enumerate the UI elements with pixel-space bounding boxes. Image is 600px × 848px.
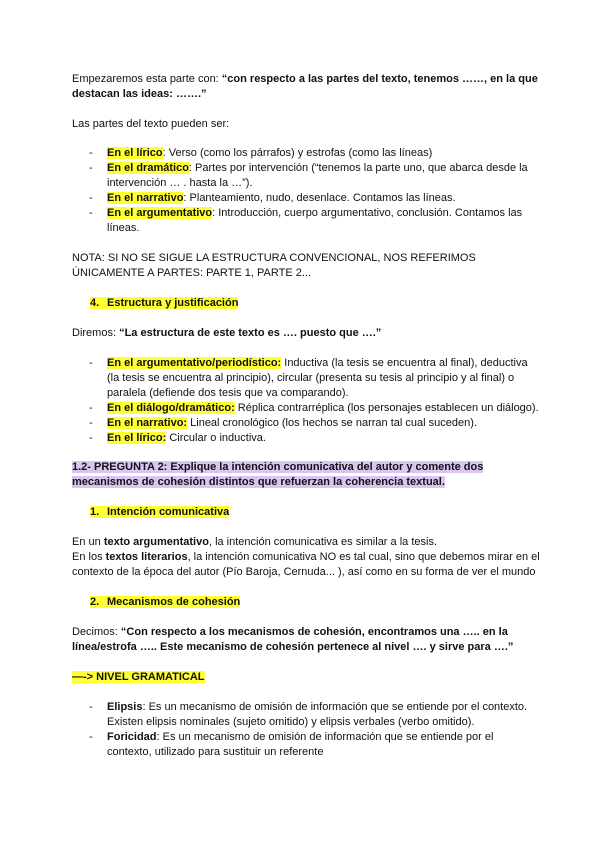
item-text: Lineal cronológico (los hechos se narran tal cual suceden). xyxy=(187,417,477,429)
nota-paragraph: NOTA: SI NO SE SIGUE LA ESTRUCTURA CONVENCIONAL, NOS REFERIMOS ÚNICAMENTE A PARTES: PARTE 1, PARTE 2... xyxy=(72,252,476,279)
item-key: En el diálogo/dramático: xyxy=(107,402,235,414)
section-heading xyxy=(72,595,540,610)
list-item xyxy=(107,730,540,760)
decimos-lead: Decimos: xyxy=(72,626,121,638)
nivel-heading xyxy=(72,670,540,685)
list-item xyxy=(107,401,540,416)
item-key: Foricidad xyxy=(107,731,157,743)
section-title: Mecanismos de cohesión xyxy=(107,596,241,608)
text-run-bold: texto argumentativo xyxy=(103,536,209,548)
item-key: En el argumentativo xyxy=(107,207,213,219)
intro-quote: “con respecto a las partes del texto, tenemos ……, en la que destacan las ideas: …….” xyxy=(72,73,538,100)
item-key: En el narrativo xyxy=(107,192,184,204)
section-title: Intención comunicativa xyxy=(107,506,230,518)
item-key: Elipsis xyxy=(107,701,143,713)
item-text: : Planteamiento, nudo, desenlace. Contamos las líneas. xyxy=(183,192,456,204)
item-key: En el lírico xyxy=(107,147,163,159)
section-heading xyxy=(72,296,540,311)
item-text: : Partes por intervención (“tenemos la parte uno, que abarca desde la intervención … . hasta la …”). xyxy=(107,162,528,189)
diremos-quote: “La estructura de este texto es …. puesto que ….” xyxy=(119,327,382,339)
intro-paragraph xyxy=(72,72,540,102)
decimos-paragraph xyxy=(72,625,540,655)
list-item xyxy=(107,700,540,730)
list-item xyxy=(107,161,540,191)
decimos-quote: “Con respecto a los mecanismos de cohesión, encontramos una ….. en la línea/estrofa ….. Este mecanismo de cohesión pertenece al nivel …. y sirve para ….” xyxy=(72,626,514,653)
item-key: En el dramático xyxy=(107,162,189,174)
item-key: En el argumentativo/periodístico: xyxy=(107,357,282,369)
item-text: : Introducción, cuerpo argumentativo, conclusión. Contamos las líneas. xyxy=(107,207,523,234)
text-run: , la intención comunicativa es similar a la tesis. xyxy=(208,536,437,548)
section-title: Estructura y justificación xyxy=(107,297,239,309)
text-run-bold: textos literarios xyxy=(105,551,188,563)
list-item xyxy=(107,431,540,446)
item-text: Réplica contrarréplica (los personajes establecen un diálogo). xyxy=(234,402,539,414)
intencion-paragraph-1 xyxy=(72,535,540,550)
parts-title: Las partes del texto pueden ser: xyxy=(72,118,230,130)
list-item xyxy=(107,356,540,401)
list-item xyxy=(107,191,540,206)
text-run: En los xyxy=(72,551,106,563)
question-text: 1.2- PREGUNTA 2: Explique la intención comunicativa del autor y comente dos mecanismos de cohesión distintos que refuerzan la coherencia textual. xyxy=(72,461,484,488)
section-number: 2. xyxy=(90,596,100,608)
item-key: En el lírico: xyxy=(107,432,167,444)
intencion-paragraph-2 xyxy=(72,550,540,580)
intro-lead: Empezaremos esta parte con: xyxy=(72,73,222,85)
mechanisms-list xyxy=(72,700,540,760)
item-text: : Es un mecanismo de omisión de información que se entiende por el contexto. Existen elipsis nominales (sujeto omitido) y elipsis verbales (verbo omitido). xyxy=(107,701,528,728)
list-item xyxy=(107,206,540,236)
parts-list xyxy=(72,146,540,236)
list-item xyxy=(107,146,540,161)
item-text: Circular o inductiva. xyxy=(166,432,266,444)
item-text: Inductiva (la tesis se encuentra al final), deductiva (la tesis se encuentra al principio), circular (presenta su tesis al principio y al final) o paralela (defiende dos tesis que va comparando). xyxy=(107,357,528,399)
item-key: En el narrativo: xyxy=(107,417,188,429)
diremos-lead: Diremos: xyxy=(72,327,120,339)
section-number: 1. xyxy=(90,506,100,518)
item-text: : Verso (como los párrafos) y estrofas (como las líneas) xyxy=(162,147,433,159)
structure-list xyxy=(72,356,540,446)
text-run: , la intención comunicativa NO es tal cual, sino que debemos mirar en el contexto de la época del autor (Pío Baroja, Cernuda... ), así como en su forma de ver el mundo xyxy=(72,551,540,578)
nivel-text: —-> NIVEL GRAMATICAL xyxy=(72,671,205,683)
diremos-paragraph xyxy=(72,326,540,341)
item-text: : Es un mecanismo de omisión de información que se entiende por el contexto, utilizado para sustituir un referente xyxy=(107,731,494,758)
text-run: En un xyxy=(72,536,104,548)
section-number: 4. xyxy=(90,297,100,309)
list-item xyxy=(107,416,540,431)
question-heading xyxy=(72,460,540,490)
section-heading xyxy=(72,505,540,520)
